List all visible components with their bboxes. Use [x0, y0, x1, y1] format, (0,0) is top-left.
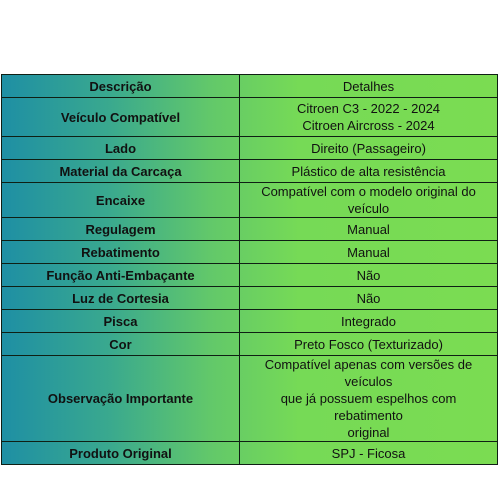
spec-table-container [1, 74, 498, 465]
table-row [2, 310, 498, 333]
row-value-line: Citroen Aircross - 2024 [302, 118, 435, 133]
row-label: Material da Carcaça [2, 160, 240, 183]
table-row [2, 356, 498, 442]
row-value: Não [240, 287, 498, 310]
table-row [2, 333, 498, 356]
row-label: Lado [2, 137, 240, 160]
spec-table [1, 74, 498, 465]
row-value: Preto Fosco (Texturizado) [240, 333, 498, 356]
row-value [240, 356, 498, 442]
table-row [2, 264, 498, 287]
row-label: Cor [2, 333, 240, 356]
row-label: Função Anti-Embaçante [2, 264, 240, 287]
row-label: Produto Original [2, 442, 240, 465]
row-value: Integrado [240, 310, 498, 333]
row-value-line: Compatível apenas com versões de veículos [264, 357, 473, 389]
table-row [2, 160, 498, 183]
header-description: Descrição [2, 75, 240, 98]
row-label: Observação Importante [2, 356, 240, 442]
row-value: Não [240, 264, 498, 287]
row-value: Manual [240, 241, 498, 264]
row-value: Compatível com o modelo original do veículo [240, 183, 498, 218]
table-row [2, 218, 498, 241]
row-value: Plástico de alta resistência [240, 160, 498, 183]
table-header-row [2, 75, 498, 98]
row-label: Luz de Cortesia [2, 287, 240, 310]
row-value-line: Citroen C3 - 2022 - 2024 [296, 101, 441, 116]
header-details: Detalhes [240, 75, 498, 98]
row-label: Encaixe [2, 183, 240, 218]
row-value: Manual [240, 218, 498, 241]
table-row [2, 137, 498, 160]
table-row [2, 241, 498, 264]
table-row [2, 442, 498, 465]
row-value: SPJ - Ficosa [240, 442, 498, 465]
row-value-line: original [347, 425, 390, 440]
table-row [2, 287, 498, 310]
row-value-line: que já possuem espelhos com rebatimento [280, 391, 457, 423]
row-label: Veículo Compatível [2, 98, 240, 137]
row-value: Direito (Passageiro) [240, 137, 498, 160]
table-row [2, 98, 498, 137]
row-label: Rebatimento [2, 241, 240, 264]
row-value [240, 98, 498, 137]
row-label: Pisca [2, 310, 240, 333]
table-row [2, 183, 498, 218]
row-label: Regulagem [2, 218, 240, 241]
